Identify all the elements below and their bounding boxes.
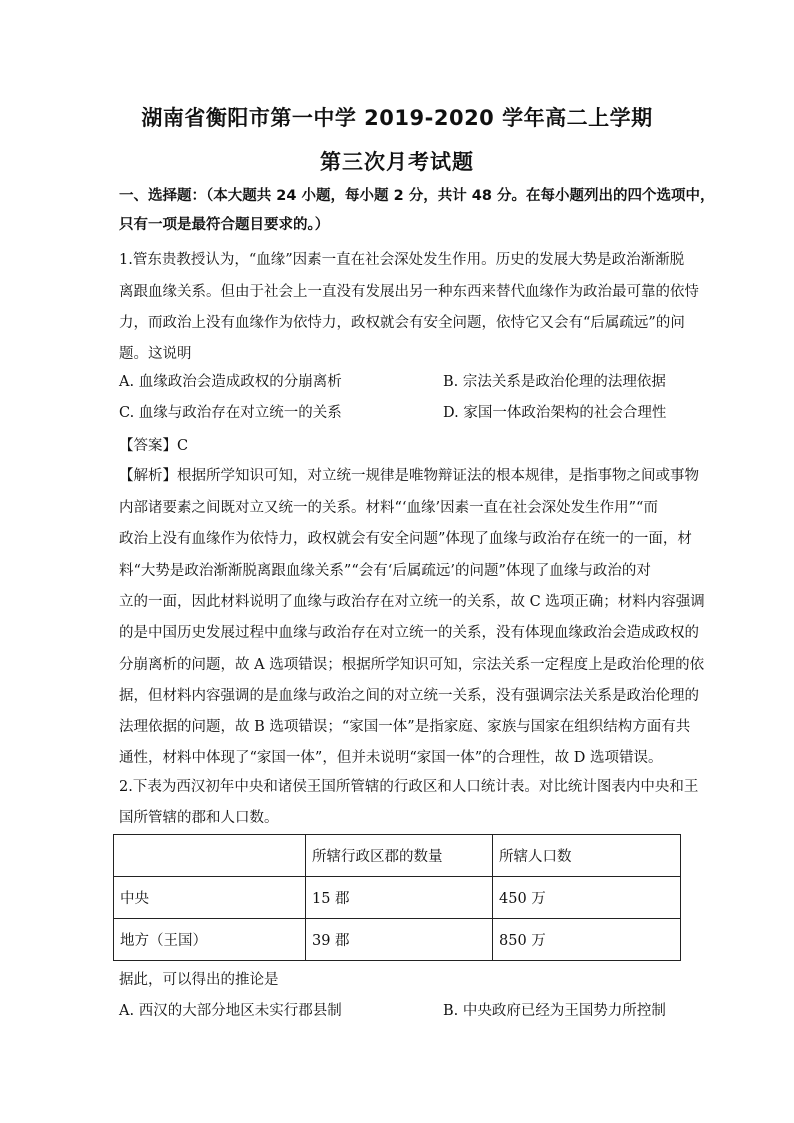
section-heading-line2: 只有一项是最符合题目要求的。） — [119, 217, 330, 233]
table-cell: 15 郡 — [306, 877, 493, 919]
q2-stem-line1: 2.下表为西汉初年中央和诸侯王国所管辖的行政区和人口统计表。对比统计图表内中央和王 — [119, 779, 699, 795]
table-row — [114, 877, 681, 919]
table-cell: 中央 — [114, 877, 306, 919]
q1-analysis-line7: 分崩离析的问题，故 A 选项错误；根据所学知识可知，宗法关系一定程度上是政治伦理的依 — [119, 657, 705, 673]
q1-analysis-line2: 内部诸要素之间既对立又统一的关系。材料“‘血缘’因素一直在社会深处发生作用”“而 — [119, 500, 658, 516]
table-header-cell: 所辖人口数 — [493, 835, 681, 877]
table-cell: 850 万 — [493, 919, 681, 961]
q1-analysis-line8: 据，但材料内容强调的是血缘与政治之间的对立统一关系，没有强调宗法关系是政治伦理的 — [119, 688, 699, 704]
q1-analysis-line6: 的是中国历史发展过程中血缘与政治存在对立统一的关系，没有体现血缘政治会造成政权的 — [119, 625, 699, 641]
q1-analysis-line5: 立的一面，因此材料说明了血缘与政治存在对立统一的关系，故 C 选项正确；材料内容强调 — [119, 594, 705, 610]
q1-analysis-line1 — [119, 466, 699, 486]
q1-stem-line4: 题。这说明 — [119, 346, 192, 362]
exam-title: 湖南省衡阳市第一中学 2019-2020 学年高二上学期 — [141, 106, 653, 130]
q2-option-b: B. 中央政府已经为王国势力所控制 — [443, 1003, 666, 1019]
table-row — [114, 919, 681, 961]
q1-analysis-label: 【解析】 — [119, 468, 177, 484]
q2-statistics-table — [113, 834, 681, 961]
q1-analysis-line10: 通性，材料中体现了“家国一体”，但并未说明“家国一体”的合理性，故 D 选项错误。 — [119, 750, 663, 766]
table-cell: 450 万 — [493, 877, 681, 919]
q1-stem-line1: 1.管东贵教授认为，“血缘”因素一直在社会深处发生作用。历史的发展大势是政治渐渐脱 — [119, 252, 685, 268]
q1-option-a: A. 血缘政治会造成政权的分崩离析 — [119, 374, 342, 390]
q1-answer: 【答案】C — [119, 438, 189, 454]
table-header-cell: 所辖行政区郡的数量 — [306, 835, 493, 877]
q1-stem-line2: 离跟血缘关系。但由于社会上一直没有发展出另一种东西来替代血缘作为政治最可靠的依恃 — [119, 284, 699, 300]
table-header-cell — [114, 835, 306, 877]
q1-analysis-text1: 根据所学知识可知，对立统一规律是唯物辩证法的根本规律，是指事物之间或事物 — [177, 468, 699, 484]
table-cell: 地方（王国） — [114, 919, 306, 961]
q1-analysis-line4: 料“大势是政治渐渐脱离跟血缘关系”“会有‘后属疏远’的问题”体现了血缘与政治的对 — [119, 563, 651, 579]
q1-option-c: C. 血缘与政治存在对立统一的关系 — [119, 405, 342, 421]
q2-stem-line2: 国所管辖的郡和人口数。 — [119, 810, 279, 826]
q1-option-b: B. 宗法关系是政治伦理的法理依据 — [443, 374, 666, 390]
q2-prompt: 据此，可以得出的推论是 — [119, 972, 279, 988]
exam-subtitle: 第三次月考试题 — [320, 150, 474, 174]
q1-analysis-line3: 政治上没有血缘作为依恃力，政权就会有安全问题”体现了血缘与政治存在统一的一面，材 — [119, 531, 692, 547]
q1-stem-line3: 力，而政治上没有血缘作为依恃力，政权就会有安全问题，依恃它又会有“后属疏远”的问 — [119, 315, 685, 331]
q1-analysis-line9: 法理依据的问题，故 B 选项错误；“家国一体”是指家庭、家族与国家在组织结构方面有共 — [119, 719, 691, 735]
table-header-row — [114, 835, 681, 877]
q2-option-a: A. 西汉的大部分地区未实行郡县制 — [119, 1003, 342, 1019]
table-cell: 39 郡 — [306, 919, 493, 961]
q1-option-d: D. 家国一体政治架构的社会合理性 — [443, 405, 667, 421]
section-heading-line1: 一、选择题：（本大题共 24 小题，每小题 2 分，共计 48 分。在每小题列出的四个选项中， — [119, 188, 715, 204]
